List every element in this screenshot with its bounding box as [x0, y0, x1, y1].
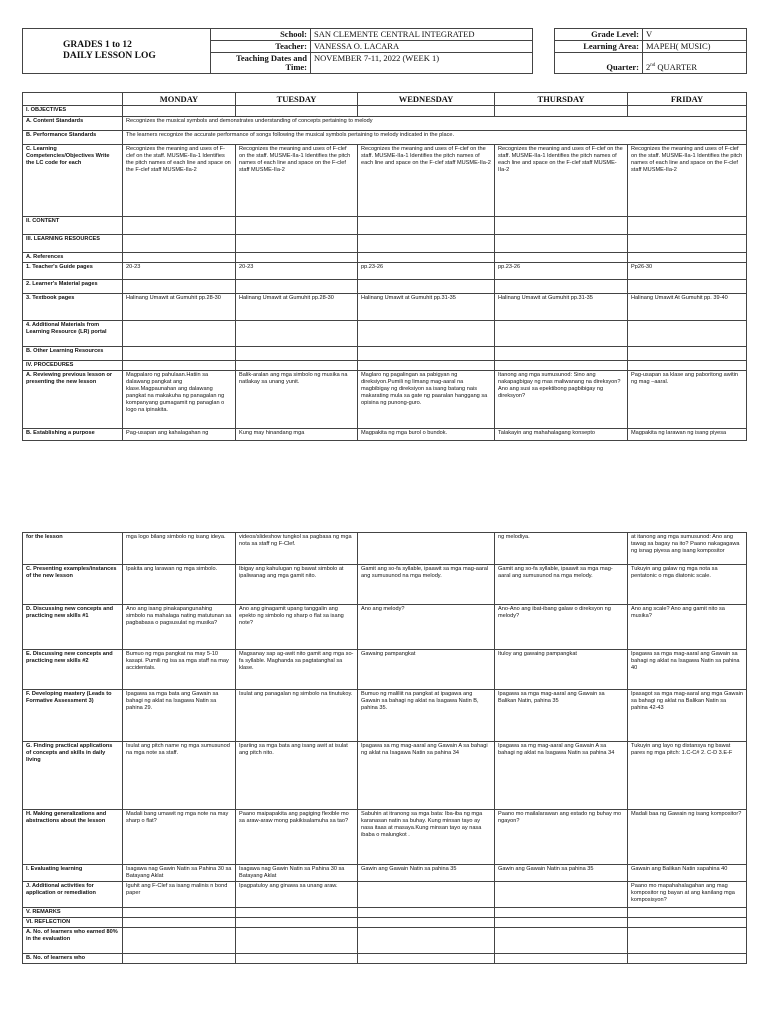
row-label: V. REMARKS	[23, 908, 123, 918]
row-label: B. Other Learning Resources	[23, 347, 123, 361]
cell-friday: Paano mo mapahahalagahan ang mag kompositor ng bayan at ang kanilang mga komposisyon?	[628, 882, 747, 908]
cell-thursday: Gamit ang so-fa syllable, ipaawit sa mga mag-aaral ang sumusunod na mga melody.	[495, 565, 628, 605]
day-header-row	[23, 93, 747, 106]
cell-monday	[123, 106, 236, 117]
lesson-table-page-2	[22, 532, 746, 964]
cell-tuesday	[236, 217, 358, 235]
cell-tuesday	[236, 106, 358, 117]
cell-wednesday	[358, 347, 495, 361]
cell-thursday	[495, 928, 628, 954]
cell-friday	[628, 235, 747, 253]
cell-tuesday: Isulat ang panagalan ng simbolo na tinutukoy.	[236, 690, 358, 742]
table-row	[23, 253, 747, 263]
cell-tuesday: Halinang Umawit at Gumuhit pp.28-30	[236, 294, 358, 321]
cell-monday: Ano ang isang pinakapangunahing simbolo na mahalaga nating matutunan sa pagbabasa o pagsusulat ng musika?	[123, 605, 236, 650]
row-label: IV. PROCEDURES	[23, 361, 123, 371]
table-row	[23, 217, 747, 235]
cell-tuesday	[236, 908, 358, 918]
cell-thursday	[495, 954, 628, 964]
header-spacer	[533, 53, 555, 74]
cell-friday: Ipasagot sa mga mag-aaral ang mga Gawain sa bahagi ng aklat na Balikan Natin sa pahina 42-43	[628, 690, 747, 742]
cell-monday	[123, 918, 236, 928]
cell-thursday	[495, 321, 628, 347]
table-row	[23, 280, 747, 294]
cell-thursday	[495, 918, 628, 928]
row-label: for the lesson	[23, 533, 123, 565]
row-label: 4. Additional Materials from Learning Resource (LR) portal	[23, 321, 123, 347]
row-label: B. Establishing a purpose	[23, 429, 123, 441]
title-line-2: DAILY LESSON LOG	[63, 51, 156, 61]
table-row	[23, 928, 747, 954]
cell-tuesday	[236, 253, 358, 263]
quarter-value: 2nd QUARTER	[643, 53, 747, 74]
cell-wednesday: Gawin ang Gawain Natin sa pahina 35	[358, 865, 495, 882]
cell-thursday	[495, 235, 628, 253]
cell-friday	[628, 217, 747, 235]
cell-monday: Ipagawa sa mga bata ang Gawain sa bahagi ng aklat na Isagawa Natin sa pahina 29.	[123, 690, 236, 742]
school-value: SAN CLEMENTE CENTRAL INTEGRATED	[311, 29, 533, 41]
cell-friday	[628, 253, 747, 263]
cell-thursday: ng melodiya.	[495, 533, 628, 565]
cell-friday	[628, 280, 747, 294]
cell-wednesday: Ano ang melody?	[358, 605, 495, 650]
table-row	[23, 131, 747, 145]
cell-friday	[628, 918, 747, 928]
learning-area-label: Learning Area:	[555, 41, 643, 53]
cell-tuesday	[236, 928, 358, 954]
table-row	[23, 429, 747, 441]
cell-wednesday: Gamit ang so-fa syllable, ipaawit sa mga mag-aaral ang sumusunod na mga melody.	[358, 565, 495, 605]
quarter-suffix: nd	[650, 63, 656, 69]
cell-monday: Magpalaro ng pahulaan.Hatiin sa dalawang pangkat ang klase.Magpaunahan ang dalawang pangkat na makakuha ng panagalan ng kompanyang gumagamit ng panaglan o logo na ipinakita.	[123, 371, 236, 429]
cell-wednesday: Recognizes the meaning and uses of F-clef on the staff. MUSME-IIa-1 Identifies the pitch names of each line and space on the F-clef staff MUSME-IIa-2	[358, 145, 495, 217]
cell-monday: Bumuo ng mga pangkat na may 5-10 kasapi. Pumili ng isa sa mga staff na may accidentals.	[123, 650, 236, 690]
cell-tuesday: Recognizes the meaning and uses of F-clef on the staff. MUSME-IIa-1 Identifies the pitch names of each line and space on the F-clef staff MUSME-IIa-2	[236, 145, 358, 217]
day-header-friday: FRIDAY	[628, 93, 747, 106]
cell-wednesday: Magpakita ng mga burol o bundok.	[358, 429, 495, 441]
cell-thursday: Ituloy ang gawaing pampangkat	[495, 650, 628, 690]
table-row	[23, 865, 747, 882]
cell-friday: Magpakita ng larawan ng isang piyesa	[628, 429, 747, 441]
cell-wednesday: Ipagawa sa mg mag-aaral ang Gawain A sa bahagi ng aklat na Isagawa Natin sa pahina 34	[358, 742, 495, 810]
row-span-cell: The learners recognize the accurate performance of songs following the musical symbols pertaining to melody indicated in the place.	[123, 131, 747, 145]
cell-tuesday	[236, 321, 358, 347]
row-label: VI. REFLECTION	[23, 918, 123, 928]
cell-monday: 20-23	[123, 263, 236, 280]
cell-thursday: Ano-Ano ang ibat-ibang galaw o direksyon ng melody?	[495, 605, 628, 650]
table-body-1	[23, 106, 747, 441]
cell-monday: Ipakita ang larawan ng mga simbolo.	[123, 565, 236, 605]
cell-friday: Recognizes the meaning and uses of F-clef on the staff. MUSME-IIa-1 Identifies the pitch names of each line and space on the F-clef staff MUSME-IIa-2	[628, 145, 747, 217]
cell-monday	[123, 361, 236, 371]
row-label: 1. Teacher's Guide pages	[23, 263, 123, 280]
row-span-cell: Recognizes the musical symbols and demonstrates understanding of concepts pertaining to melody	[123, 117, 747, 131]
cell-friday	[628, 954, 747, 964]
row-label: A. Content Standards	[23, 117, 123, 131]
cell-wednesday: Bumuo ng maliliit na pangkat at ipagawa ang Gawain sa bahagi ng aklat na Isagawa Natin B, pahina 35.	[358, 690, 495, 742]
cell-tuesday: 20-23	[236, 263, 358, 280]
table-row	[23, 565, 747, 605]
row-label: B. Performance Standards	[23, 131, 123, 145]
row-label: II. CONTENT	[23, 217, 123, 235]
table-row	[23, 742, 747, 810]
cell-tuesday: Ipariing sa mga bata ang isang awit at isulat ang pitch nito.	[236, 742, 358, 810]
row-label: B. No. of learners who	[23, 954, 123, 964]
cell-tuesday	[236, 235, 358, 253]
cell-monday	[123, 347, 236, 361]
cell-friday: Gawain ang Balikan Natin sapahina 40	[628, 865, 747, 882]
teacher-label: Teacher:	[211, 41, 311, 53]
cell-monday: mga logo bilang simbolo ng isang ideya.	[123, 533, 236, 565]
cell-wednesday	[358, 217, 495, 235]
cell-tuesday: Balik-aralan ang mga simbolo ng musika na natlakay sa unang yunit.	[236, 371, 358, 429]
cell-wednesday	[358, 954, 495, 964]
row-label: D. Discussing new concepts and practicing new skills #1	[23, 605, 123, 650]
header-table	[22, 28, 747, 74]
cell-wednesday: Maglaro ng pagalingan sa pabigyan ng direksiyon.Pumili ng limang mag-aaral na magbibigay ng direksiyon sa isang batang nais makarating mula sa gate ng paaralan hanggang sa opisina ng punong-guro.	[358, 371, 495, 429]
table-row	[23, 918, 747, 928]
cell-monday: Pag-usapan ang kahalagahan ng	[123, 429, 236, 441]
cell-thursday: Halinang Umawit at Gumuhit pp.31-35	[495, 294, 628, 321]
cell-friday	[628, 106, 747, 117]
cell-friday: Madali baa ng Gawain ng isang kompositor?	[628, 810, 747, 865]
table-row	[23, 908, 747, 918]
cell-wednesday: Gawaing pampangkat	[358, 650, 495, 690]
cell-thursday	[495, 280, 628, 294]
cell-tuesday	[236, 918, 358, 928]
day-header-thursday: THURSDAY	[495, 93, 628, 106]
cell-thursday	[495, 882, 628, 908]
cell-friday	[628, 321, 747, 347]
row-label: 2. Learner's Material pages	[23, 280, 123, 294]
table-row	[23, 263, 747, 280]
teacher-value: VANESSA O. LACARA	[311, 41, 533, 53]
cell-thursday: Talakayin ang mahahalagang konsepto	[495, 429, 628, 441]
cell-thursday	[495, 361, 628, 371]
cell-friday: Tukuyin ang galaw ng mga nota sa pentatonic o mga diatonic scale.	[628, 565, 747, 605]
grade-level-value: V	[643, 29, 747, 41]
cell-tuesday: Isagawa nag Gawin Natin sa Pahina 30 sa Batayang Aklat	[236, 865, 358, 882]
cell-friday: Ano ang scale? Ano ang gamit nito sa musika?	[628, 605, 747, 650]
cell-friday	[628, 908, 747, 918]
table-row	[23, 882, 747, 908]
table-row	[23, 106, 747, 117]
table-row	[23, 235, 747, 253]
cell-wednesday: Halinang Umawit at Gumuhit pp.31-35	[358, 294, 495, 321]
cell-thursday: Itanong ang mga sumusunod: Sino ang nakapagbigay ng mas maliwanang na direksyon? Ano ang susi sa epektibong pagbibigay ng direksyon?	[495, 371, 628, 429]
cell-wednesday	[358, 361, 495, 371]
cell-wednesday	[358, 321, 495, 347]
cell-monday: Iguhit ang F-Clef sa isang malinis n bond paper	[123, 882, 236, 908]
row-label: G. Finding practical applications of concepts and skills in daily living	[23, 742, 123, 810]
quarter-label: Quarter:	[555, 53, 643, 74]
cell-thursday	[495, 106, 628, 117]
school-label: School:	[211, 29, 311, 41]
cell-wednesday	[358, 280, 495, 294]
header-section	[22, 28, 746, 74]
row-label: C. Learning Competencies/Objectives Write the LC code for each	[23, 145, 123, 217]
cell-friday: Ipagawa sa mga mag-aaral ang Gawain sa bahagi ng aklat na Isagawa Natin sa pahina 40	[628, 650, 747, 690]
cell-thursday: Ipagawa sa mga mag-aaral ang Gawain sa Balikan Natin, pahina 35	[495, 690, 628, 742]
table-row	[23, 117, 747, 131]
table-row	[23, 690, 747, 742]
cell-tuesday	[236, 280, 358, 294]
cell-monday: Halinang Umawit at Gumuhit pp.28-30	[123, 294, 236, 321]
row-label: A. Reviewing previous lesson or presenting the new lesson	[23, 371, 123, 429]
row-label: III. LEARNING RESOURCES	[23, 235, 123, 253]
cell-friday: at itanong ang mga sumusunod: Ano ang tawag sa bagay na ito? Paano nakagagawa ng isnag piyesa ang isang kompositor	[628, 533, 747, 565]
table-row	[23, 954, 747, 964]
row-label: J. Additional activities for application or remediation	[23, 882, 123, 908]
row-label: 3. Textbook pages	[23, 294, 123, 321]
cell-tuesday	[236, 361, 358, 371]
corner-cell	[23, 93, 123, 106]
table-body-2	[23, 533, 747, 964]
header-spacer	[533, 41, 555, 53]
title-line-1: GRADES 1 to 12	[63, 40, 132, 50]
cell-tuesday: Kung may hinandang mga	[236, 429, 358, 441]
cell-friday: Pp26-30	[628, 263, 747, 280]
cell-wednesday	[358, 533, 495, 565]
cell-wednesday: Sabuhin at itranong sa mga bata: Iba-iba ng mga karanasan natin sa buhay. Kung minsan tayo ay nasa itaas at masaya.Kung minsan tayo ay nasa ibaba o malungkot .	[358, 810, 495, 865]
cell-thursday: Ipagawa sa mg mag-aaral ang Gawain A sa bahagi ng aklat na Isagawa Natin sa pahina 34	[495, 742, 628, 810]
cell-friday	[628, 347, 747, 361]
cell-tuesday: Paano maipapakita ang pagiging flexible mo sa araw-araw mong pakikisalamuha sa tao?	[236, 810, 358, 865]
row-label: A. No. of learners who earned 80% in the evaluation	[23, 928, 123, 954]
cell-tuesday	[236, 347, 358, 361]
cell-tuesday: Ano ang ginagamit upang tanggalin ang epekto ng simbolo ng sharp o flat sa isang note?	[236, 605, 358, 650]
teaching-dates-label: Teaching Dates and Time:	[211, 53, 311, 74]
cell-tuesday: Ipagpatuloy ang ginawa sa unang araw.	[236, 882, 358, 908]
table-row	[23, 371, 747, 429]
cell-thursday: Paano mo mailalarawan ang estado ng buhay mo ngayon?	[495, 810, 628, 865]
cell-monday	[123, 253, 236, 263]
grade-level-label: Grade Level:	[555, 29, 643, 41]
cell-wednesday	[358, 253, 495, 263]
row-label: F. Developing mastery (Leads to Formative Assessment 3)	[23, 690, 123, 742]
cell-monday: Isagawa nag Gawin Natin sa Pahina 30 sa Batayang Aklat	[123, 865, 236, 882]
header-spacer	[533, 29, 555, 41]
cell-thursday: pp.23-26	[495, 263, 628, 280]
row-label: I. OBJECTIVES	[23, 106, 123, 117]
cell-wednesday	[358, 908, 495, 918]
cell-wednesday	[358, 918, 495, 928]
row-label: I. Evaluating learning	[23, 865, 123, 882]
learning-area-value: MAPEH( MUSIC)	[643, 41, 747, 53]
cell-tuesday	[236, 954, 358, 964]
cell-wednesday	[358, 106, 495, 117]
lesson-log-table-continued	[22, 532, 747, 964]
day-header-tuesday: TUESDAY	[236, 93, 358, 106]
day-header-wednesday: WEDNESDAY	[358, 93, 495, 106]
cell-thursday	[495, 347, 628, 361]
cell-monday: Recognizes the meaning and uses of F-clef on the staff. MUSME-IIa-1 Identifies the pitch names of each line and space on the F-clef staff MUSME-IIa-2	[123, 145, 236, 217]
cell-monday	[123, 217, 236, 235]
cell-friday: Pag-usapan sa klase ang paboritong awitin ng mag –aaral.	[628, 371, 747, 429]
cell-friday	[628, 928, 747, 954]
cell-thursday	[495, 217, 628, 235]
teaching-dates-value: NOVEMBER 7-11, 2022 (WEEK 1)	[311, 53, 533, 74]
cell-monday	[123, 928, 236, 954]
cell-wednesday	[358, 882, 495, 908]
day-header-monday: MONDAY	[123, 93, 236, 106]
table-row	[23, 361, 747, 371]
table-row	[23, 533, 747, 565]
cell-friday: Halinang Umawit At Gumuhit pp. 39-40	[628, 294, 747, 321]
cell-thursday: Gawin ang Gawain Natin sa pahina 35	[495, 865, 628, 882]
table-row	[23, 145, 747, 217]
table-row	[23, 605, 747, 650]
cell-monday	[123, 321, 236, 347]
cell-wednesday: pp.23-26	[358, 263, 495, 280]
row-label: H. Making generalizations and abstractions about the lesson	[23, 810, 123, 865]
cell-monday	[123, 954, 236, 964]
row-label: A. References	[23, 253, 123, 263]
lesson-log-table	[22, 92, 747, 441]
table-row	[23, 347, 747, 361]
cell-wednesday	[358, 235, 495, 253]
cell-friday: Tukuyin ang layo ng distansya ng bawat pares ng mga pitch: 1.C-C# 2. C-D 3.E-F	[628, 742, 747, 810]
lesson-table-page-1	[22, 92, 746, 441]
cell-thursday: Recognizes the meaning and uses of F-clef on the staff. MUSME-IIa-1 Identifies the pitch names of each line and space on the F-clef staff MUSME-IIa-2	[495, 145, 628, 217]
row-label: E. Discussing new concepts and practicing new skills #2	[23, 650, 123, 690]
table-row	[23, 321, 747, 347]
cell-monday	[123, 235, 236, 253]
table-row	[23, 294, 747, 321]
row-label: C. Presenting examples/instances of the new lesson	[23, 565, 123, 605]
cell-thursday	[495, 908, 628, 918]
document-title	[23, 29, 211, 74]
cell-monday: Isulat ang pitch name ng mga sumusunod na mga note sa staff.	[123, 742, 236, 810]
cell-friday	[628, 361, 747, 371]
cell-monday	[123, 280, 236, 294]
cell-monday: Madali bang umawit ng mga note na may sharp o flat?	[123, 810, 236, 865]
cell-monday	[123, 908, 236, 918]
cell-tuesday: Magsanay sap ag-awit nito gamit ang mga so-fa syllable. Maghanda sa pagtatanghal sa klase.	[236, 650, 358, 690]
cell-tuesday: Ibigay ang kahulugan ng bawat simbolo at ipaliwanag ang mga gamit nito.	[236, 565, 358, 605]
table-row	[23, 810, 747, 865]
cell-tuesday: videos/slideshow tungkol sa pagbasa ng mga nota sa staff ng F-Clef.	[236, 533, 358, 565]
table-row	[23, 650, 747, 690]
cell-wednesday	[358, 928, 495, 954]
cell-thursday	[495, 253, 628, 263]
